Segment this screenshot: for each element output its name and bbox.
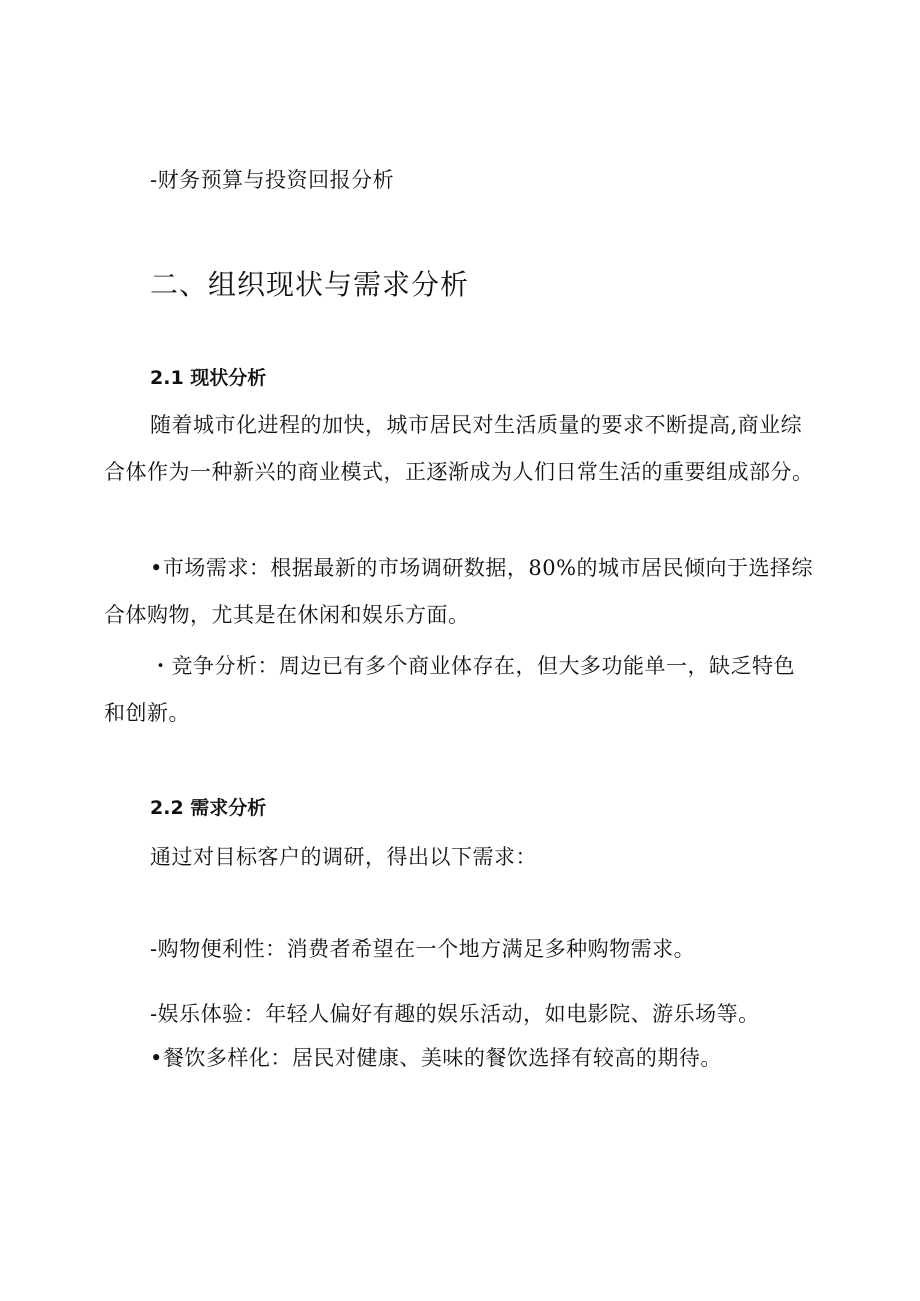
paragraph-status-line-1: 随着城市化进程的加快，城市居民对生活质量的要求不断提高,商业综 — [150, 413, 803, 437]
paragraph-needs-intro: 通过对目标客户的调研，得出以下需求： — [150, 845, 537, 869]
bullet-market-demand-line-2: 合体购物，尤其是在休闲和娱乐方面。 — [104, 603, 470, 627]
bullet-competition-line-2: 和创新。 — [104, 701, 190, 725]
need-item-shopping: -购物便利性：消费者希望在一个地方满足多种购物需求。 — [150, 937, 696, 961]
paragraph-status-line-2: 合体作为一种新兴的商业模式，正逐渐成为人们日常生活的重要组成部分。 — [104, 460, 814, 484]
subsection-heading-status: 2.1 现状分析 — [150, 367, 267, 389]
subsection-heading-needs: 2.2 需求分析 — [150, 797, 267, 819]
bullet-competition-line-1: ・竞争分析：周边已有多个商业体存在，但大多功能单一，缺乏特色 — [150, 654, 795, 678]
need-item-dining: •餐饮多样化：居民对健康、美味的餐饮选择有较高的期待。 — [150, 1046, 722, 1070]
budget-list-item: -财务预算与投资回报分析 — [150, 168, 395, 192]
section-heading: 二、组织现状与需求分析 — [150, 268, 470, 301]
need-item-entertainment: -娱乐体验：年轻人偏好有趣的娱乐活动，如电影院、游乐场等。 — [150, 1002, 760, 1026]
bullet-market-demand-line-1: •市场需求：根据最新的市场调研数据，80%的城市居民倾向于选择综 — [150, 556, 814, 580]
